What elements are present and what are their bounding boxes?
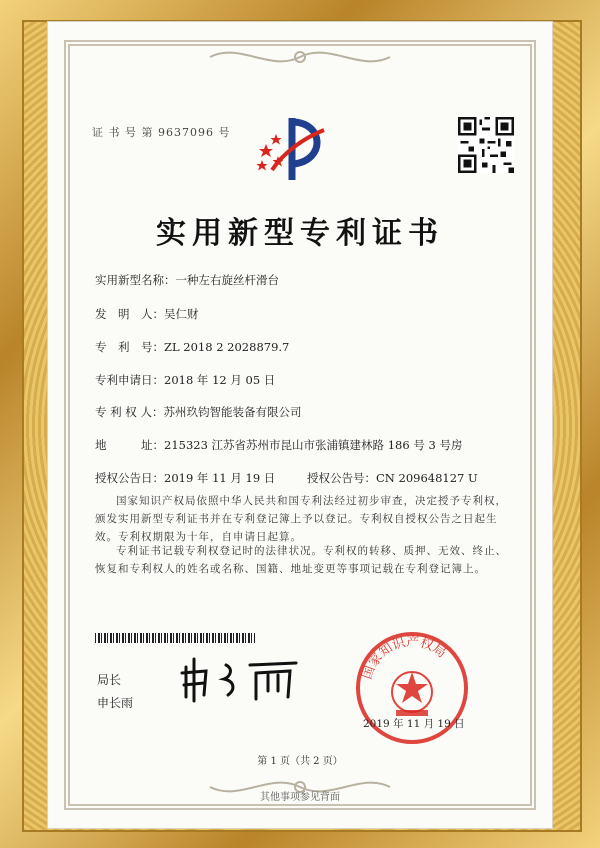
certificate-number: 证 书 号 第 9637096 号: [92, 126, 231, 139]
top-ornament-icon: [200, 42, 400, 72]
qr-code-icon: [458, 117, 514, 173]
field-inventor: [95, 306, 199, 322]
field-value: 一种左右旋丝杆滑台: [175, 273, 279, 287]
field-label: 地 址：: [95, 438, 164, 452]
field-patentee: [95, 404, 301, 420]
seal-text: 国家知识产权局: [359, 634, 449, 682]
grant-paragraph: 国家知识产权局依照中华人民共和国专利法经过初步审查，决定授予专利权，颁发实用新型专利证书并在专利登记簿上予以登记。专利权自授权公告之日起生效。专利权期限为十年，自申请日起算。: [95, 495, 507, 543]
patent-office-logo-icon: [254, 108, 334, 188]
field-value: 吴仁财: [164, 307, 199, 321]
field-label: 专 利 号：: [95, 340, 164, 354]
certificate-title: 实用新型专利证书: [156, 216, 444, 251]
field-grant-date: [95, 470, 275, 486]
field-address: [95, 437, 462, 453]
footer-note: 其他事项参见背面: [260, 792, 340, 803]
grant-number-label: 授权公告号：: [307, 471, 376, 485]
field-label: 专 利 权 人：: [95, 405, 164, 419]
grant-date-value: 2019 年 11 月 19 日: [164, 471, 276, 485]
director-name: 申长雨: [97, 696, 134, 710]
field-value: ZL 2018 2 2028879.7: [164, 340, 290, 354]
field-utility-model-name: [95, 272, 279, 288]
field-value: 215323 江苏省苏州市昆山市张浦镇建林路 186 号 3 号房: [164, 438, 463, 452]
seal-date: 2019 年 11 月 19 日: [363, 718, 465, 730]
director-signature-icon: [178, 655, 308, 705]
field-label: 专利申请日：: [95, 373, 164, 387]
field-value: 2018 年 12 月 05 日: [164, 373, 276, 387]
field-label: 实用新型名称：: [95, 273, 176, 287]
grant-number-value: CN 209648127 U: [376, 471, 478, 485]
grant-date-label: 授权公告日：: [95, 471, 164, 485]
field-grant-number: [307, 470, 478, 486]
field-application-date: [95, 372, 275, 388]
barcode-icon: [95, 633, 255, 643]
legal-status-paragraph: 专利证书记载专利权登记时的法律状况。专利权的转移、质押、无效、终止、恢复和专利权人的姓名或名称、国籍、地址变更等事项记载在专利登记簿上。: [95, 545, 507, 575]
field-label: 发 明 人：: [95, 307, 164, 321]
field-patent-number: [95, 339, 289, 355]
page-number: 第 1 页（共 2 页）: [257, 756, 343, 767]
director-title: 局长: [97, 673, 122, 687]
field-value: 苏州玖钧智能装备有限公司: [163, 405, 302, 419]
